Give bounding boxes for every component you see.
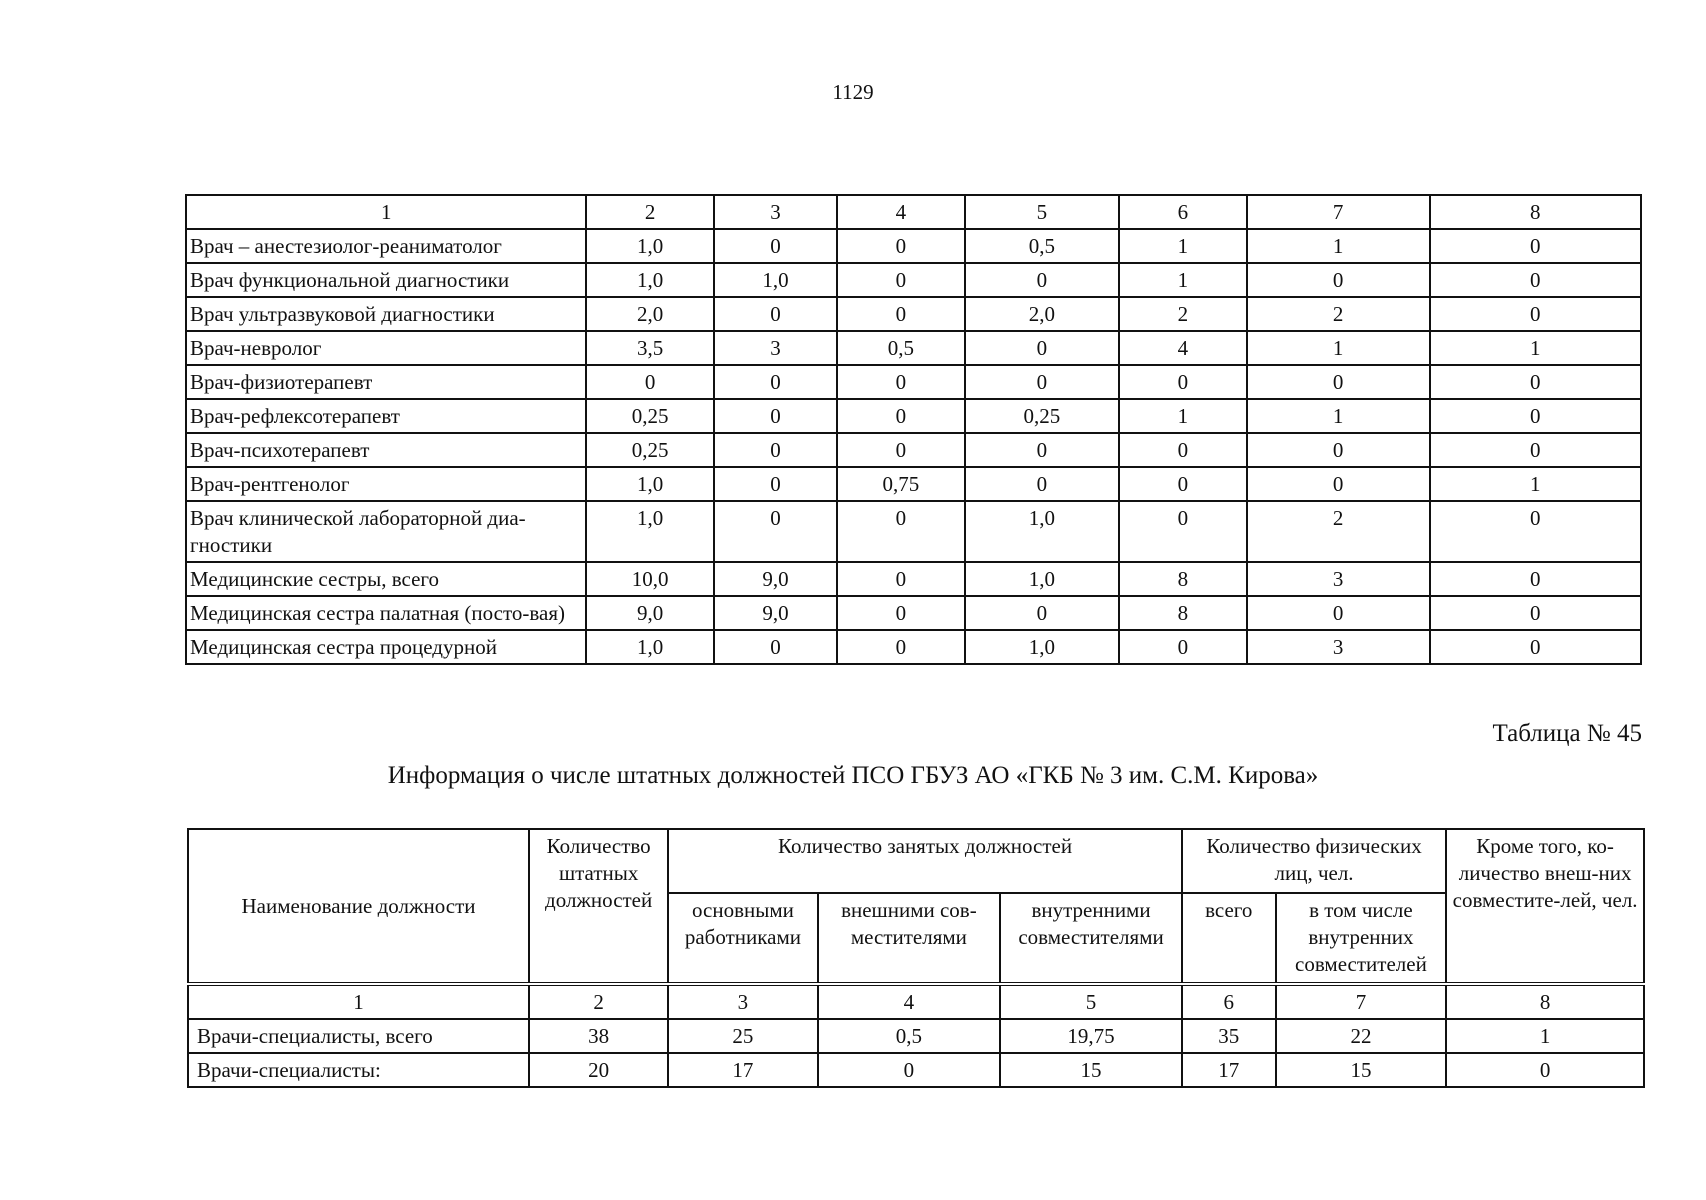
column-number: 4 <box>818 984 1001 1019</box>
table-cell: 20 <box>529 1053 668 1087</box>
column-number: 4 <box>837 195 964 229</box>
table-row <box>186 630 1641 664</box>
table-cell: 0 <box>837 229 964 263</box>
position-name: Врачи-специалисты: <box>188 1053 529 1087</box>
table-cell: 0 <box>837 501 964 562</box>
header-row-1 <box>188 829 1644 893</box>
position-name: Врач-невролог <box>186 331 586 365</box>
table-cell: 0 <box>1119 365 1246 399</box>
table-cell: 0,5 <box>837 331 964 365</box>
table-cell: 1 <box>1119 263 1246 297</box>
table-cell: 4 <box>1119 331 1246 365</box>
table-row <box>186 562 1641 596</box>
table-cell: 15 <box>1000 1053 1182 1087</box>
table-row <box>188 1019 1644 1053</box>
table-cell: 0,25 <box>586 399 713 433</box>
table-cell: 0 <box>1430 630 1641 664</box>
header-occupied-internal: внутренними совместителями <box>1000 893 1182 984</box>
column-number: 2 <box>529 984 668 1019</box>
table-cell: 0 <box>837 433 964 467</box>
table-cell: 0 <box>1247 263 1430 297</box>
position-name: Врач-психотерапевт <box>186 433 586 467</box>
table-cell: 0 <box>965 467 1120 501</box>
position-name: Врач функциональной диагностики <box>186 263 586 297</box>
table-cell: 17 <box>668 1053 817 1087</box>
table-cell: 0 <box>1430 229 1641 263</box>
table-cell: 3,5 <box>586 331 713 365</box>
table-cell: 9,0 <box>714 562 837 596</box>
table-cell: 0 <box>1247 433 1430 467</box>
staff-table-continued <box>185 194 1642 665</box>
table-cell: 0 <box>714 229 837 263</box>
table-cell: 3 <box>714 331 837 365</box>
table-cell: 0,5 <box>965 229 1120 263</box>
table-cell: 0 <box>1430 433 1641 467</box>
table-cell: 0 <box>1430 501 1641 562</box>
table-row <box>186 331 1641 365</box>
header-staff-positions: Количество штатных должностей <box>529 829 668 984</box>
column-number-row <box>186 195 1641 229</box>
table-cell: 1 <box>1446 1019 1644 1053</box>
table-row <box>186 467 1641 501</box>
table-cell: 8 <box>1119 562 1246 596</box>
header-individuals-total: всего <box>1182 893 1276 984</box>
table-cell: 0 <box>714 399 837 433</box>
position-name: Врачи-специалисты, всего <box>188 1019 529 1053</box>
table-cell: 1 <box>1430 331 1641 365</box>
header-occupied-external: внешними сов-местителями <box>818 893 1001 984</box>
column-number: 3 <box>714 195 837 229</box>
table-cell: 0 <box>965 263 1120 297</box>
table-cell: 2 <box>1247 297 1430 331</box>
table-caption: Таблица № 45 <box>1492 720 1642 747</box>
position-name: Врач-рентгенолог <box>186 467 586 501</box>
column-number: 5 <box>965 195 1120 229</box>
table-cell: 10,0 <box>586 562 713 596</box>
column-number: 5 <box>1000 984 1182 1019</box>
table-cell: 0,75 <box>837 467 964 501</box>
table-cell: 0 <box>1430 596 1641 630</box>
staff-table-45 <box>187 828 1645 1088</box>
position-name: Врач ультразвуковой диагностики <box>186 297 586 331</box>
column-number: 7 <box>1276 984 1447 1019</box>
table-cell: 0 <box>714 630 837 664</box>
column-number-row <box>188 984 1644 1019</box>
header-external-extra: Кроме того, ко-личество внеш-них совместите-лей, чел. <box>1446 829 1644 984</box>
header-position-name: Наименование должности <box>188 829 529 984</box>
table-cell: 0 <box>965 596 1120 630</box>
table-cell: 8 <box>1119 596 1246 630</box>
table-cell: 2,0 <box>965 297 1120 331</box>
table-cell: 2 <box>1119 297 1246 331</box>
position-name: Медицинская сестра палатная (посто-вая) <box>186 596 586 630</box>
table-cell: 0 <box>1247 365 1430 399</box>
table-cell: 1,0 <box>586 263 713 297</box>
column-number: 8 <box>1430 195 1641 229</box>
table-cell: 1,0 <box>586 229 713 263</box>
table-cell: 1,0 <box>965 630 1120 664</box>
table-cell: 0,25 <box>965 399 1120 433</box>
table-cell: 1,0 <box>965 501 1120 562</box>
position-name: Врач-физиотерапевт <box>186 365 586 399</box>
table-cell: 2 <box>1247 501 1430 562</box>
table-cell: 0 <box>714 501 837 562</box>
table-cell: 0 <box>1119 467 1246 501</box>
table-cell: 0 <box>837 263 964 297</box>
header-occupied-main: основными работниками <box>668 893 817 984</box>
table-cell: 1,0 <box>586 501 713 562</box>
table-cell: 0 <box>965 331 1120 365</box>
table-cell: 0,25 <box>586 433 713 467</box>
table-cell: 0 <box>837 297 964 331</box>
table-cell: 0 <box>965 433 1120 467</box>
table-row <box>186 263 1641 297</box>
table-cell: 0 <box>714 365 837 399</box>
table-cell: 35 <box>1182 1019 1276 1053</box>
table-row <box>188 1053 1644 1087</box>
table-cell: 0 <box>714 467 837 501</box>
header-individuals: Количество физических лиц, чел. <box>1182 829 1446 893</box>
table-cell: 0 <box>1430 263 1641 297</box>
table-cell: 0 <box>1119 433 1246 467</box>
table-cell: 0 <box>1446 1053 1644 1087</box>
table-cell: 0 <box>714 433 837 467</box>
position-name: Врач клинической лабораторной диа-гностики <box>186 501 586 562</box>
table-cell: 2,0 <box>586 297 713 331</box>
table-row <box>186 297 1641 331</box>
table-cell: 0 <box>818 1053 1001 1087</box>
table-cell: 3 <box>1247 562 1430 596</box>
header-individuals-internal: в том числе внутренних совместителей <box>1276 893 1447 984</box>
table-cell: 1,0 <box>586 630 713 664</box>
table-cell: 0 <box>837 399 964 433</box>
table-cell: 0 <box>1119 501 1246 562</box>
column-number: 3 <box>668 984 817 1019</box>
column-number: 1 <box>186 195 586 229</box>
column-number: 8 <box>1446 984 1644 1019</box>
column-number: 6 <box>1182 984 1276 1019</box>
table-row <box>186 433 1641 467</box>
table-cell: 1 <box>1247 399 1430 433</box>
table-cell: 3 <box>1247 630 1430 664</box>
position-name: Врач-рефлексотерапевт <box>186 399 586 433</box>
table-row <box>186 229 1641 263</box>
column-number: 2 <box>586 195 713 229</box>
table-cell: 1,0 <box>714 263 837 297</box>
table-row <box>186 399 1641 433</box>
column-number: 6 <box>1119 195 1246 229</box>
table-cell: 17 <box>1182 1053 1276 1087</box>
table-cell: 0 <box>1247 596 1430 630</box>
table-row <box>186 596 1641 630</box>
table-cell: 0 <box>837 562 964 596</box>
table-cell: 0 <box>1430 562 1641 596</box>
table-cell: 0 <box>1430 399 1641 433</box>
table-cell: 19,75 <box>1000 1019 1182 1053</box>
position-name: Медицинская сестра процедурной <box>186 630 586 664</box>
table-cell: 1 <box>1247 331 1430 365</box>
column-number: 7 <box>1247 195 1430 229</box>
table-cell: 0 <box>714 297 837 331</box>
table-cell: 0 <box>586 365 713 399</box>
table-cell: 15 <box>1276 1053 1447 1087</box>
table-cell: 1 <box>1247 229 1430 263</box>
table-cell: 0 <box>1247 467 1430 501</box>
table-cell: 0 <box>1430 297 1641 331</box>
table-cell: 0 <box>837 630 964 664</box>
position-name: Врач – анестезиолог-реаниматолог <box>186 229 586 263</box>
header-occupied-positions: Количество занятых должностей <box>668 829 1182 893</box>
table-cell: 0 <box>1119 630 1246 664</box>
table-cell: 0 <box>1430 365 1641 399</box>
position-name: Медицинские сестры, всего <box>186 562 586 596</box>
table-cell: 1 <box>1119 229 1246 263</box>
table-cell: 9,0 <box>586 596 713 630</box>
table-cell: 1,0 <box>586 467 713 501</box>
column-number: 1 <box>188 984 529 1019</box>
table-cell: 25 <box>668 1019 817 1053</box>
table-cell: 0 <box>837 596 964 630</box>
table-cell: 1 <box>1119 399 1246 433</box>
table-row <box>186 365 1641 399</box>
table-cell: 0 <box>837 365 964 399</box>
table-cell: 1 <box>1430 467 1641 501</box>
table-cell: 0,5 <box>818 1019 1001 1053</box>
table-title: Информация о числе штатных должностей ПСО ГБУЗ АО «ГКБ № 3 им. С.М. Кирова» <box>387 762 1319 789</box>
table-row <box>186 501 1641 562</box>
table-cell: 0 <box>965 365 1120 399</box>
table-cell: 38 <box>529 1019 668 1053</box>
table-cell: 1,0 <box>965 562 1120 596</box>
table-cell: 22 <box>1276 1019 1447 1053</box>
table-cell: 9,0 <box>714 596 837 630</box>
page-number: 1129 <box>832 80 874 104</box>
